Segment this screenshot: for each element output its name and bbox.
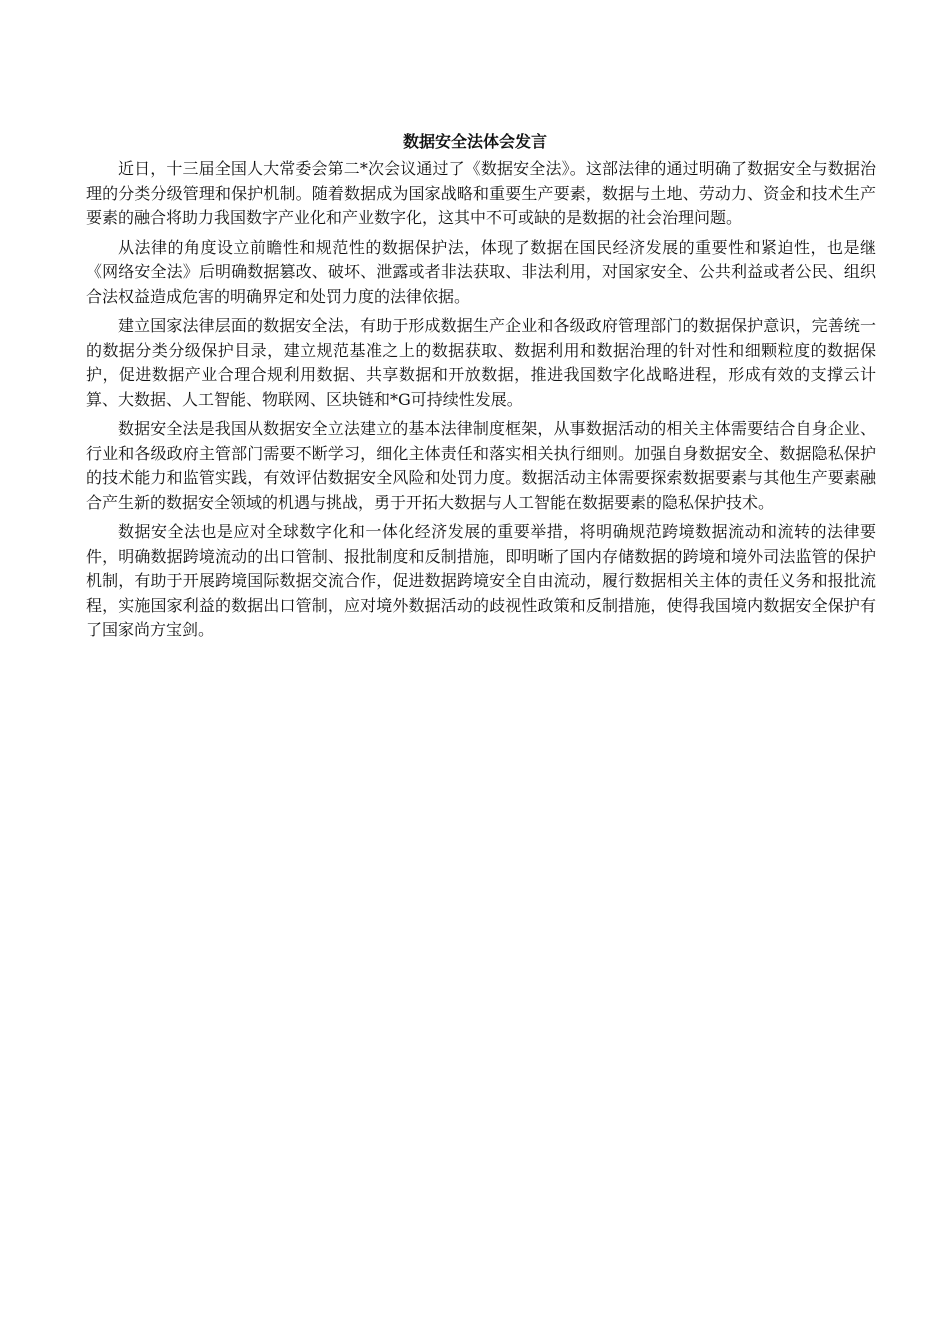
- document-body: [86, 157, 876, 648]
- paragraph-5: 数据安全法也是应对全球数字化和一体化经济发展的重要举措，将明确规范跨境数据流动和流转的法律要件，明确数据跨境流动的出口管制、报批制度和反制措施，即明晰了国内存储数据的跨境和境外司法监管的保护机制，有助于开展跨境国际数据交流合作，促进数据跨境安全自由流动，履行数据相关主体的责任义务和报批流程，实施国家利益的数据出口管制，应对境外数据活动的歧视性政策和反制措施，使得我国境内数据安全保护有了国家尚方宝剑。: [86, 522, 876, 639]
- document-title: 数据安全法体会发言: [402, 132, 547, 151]
- paragraph-4: 数据安全法是我国从数据安全立法建立的基本法律制度框架，从事数据活动的相关主体需要结合自身企业、行业和各级政府主管部门需要不断学习，细化主体责任和落实相关执行细则。加强自身数据安全、数据隐私保护的技术能力和监管实践，有效评估数据安全风险和处罚力度。数据活动主体需要探索数据要素与其他生产要素融合产生新的数据安全领域的机遇与挑战，勇于开拓大数据与人工智能在数据要素的隐私保护技术。: [86, 419, 876, 512]
- paragraph-2: 从法律的角度设立前瞻性和规范性的数据保护法，体现了数据在国民经济发展的重要性和紧迫性，也是继《网络安全法》后明确数据篡改、破坏、泄露或者非法获取、非法利用，对国家安全、公共利益或者公民、组织合法权益造成危害的明确界定和处罚力度的法律依据。: [86, 237, 876, 306]
- paragraph-3: 建立国家法律层面的数据安全法，有助于形成数据生产企业和各级政府管理部门的数据保护意识，完善统一的数据分类分级保护目录，建立规范基准之上的数据获取、数据利用和数据治理的针对性和细颗粒度的数据保护，促进数据产业合理合规利用数据、共享数据和开放数据，推进我国数字化战略进程，形成有效的支撑云计算、大数据、人工智能、物联网、区块链和*G可持续性发展。: [86, 316, 876, 409]
- paragraph-1: 近日，十三届全国人大常委会第二*次会议通过了《数据安全法》。这部法律的通过明确了数据安全与数据治理的分类分级管理和保护机制。随着数据成为国家战略和重要生产要素，数据与土地、劳动力、资金和技术生产要素的融合将助力我国数字产业化和产业数字化，这其中不可或缺的是数据的社会治理问题。: [86, 159, 876, 227]
